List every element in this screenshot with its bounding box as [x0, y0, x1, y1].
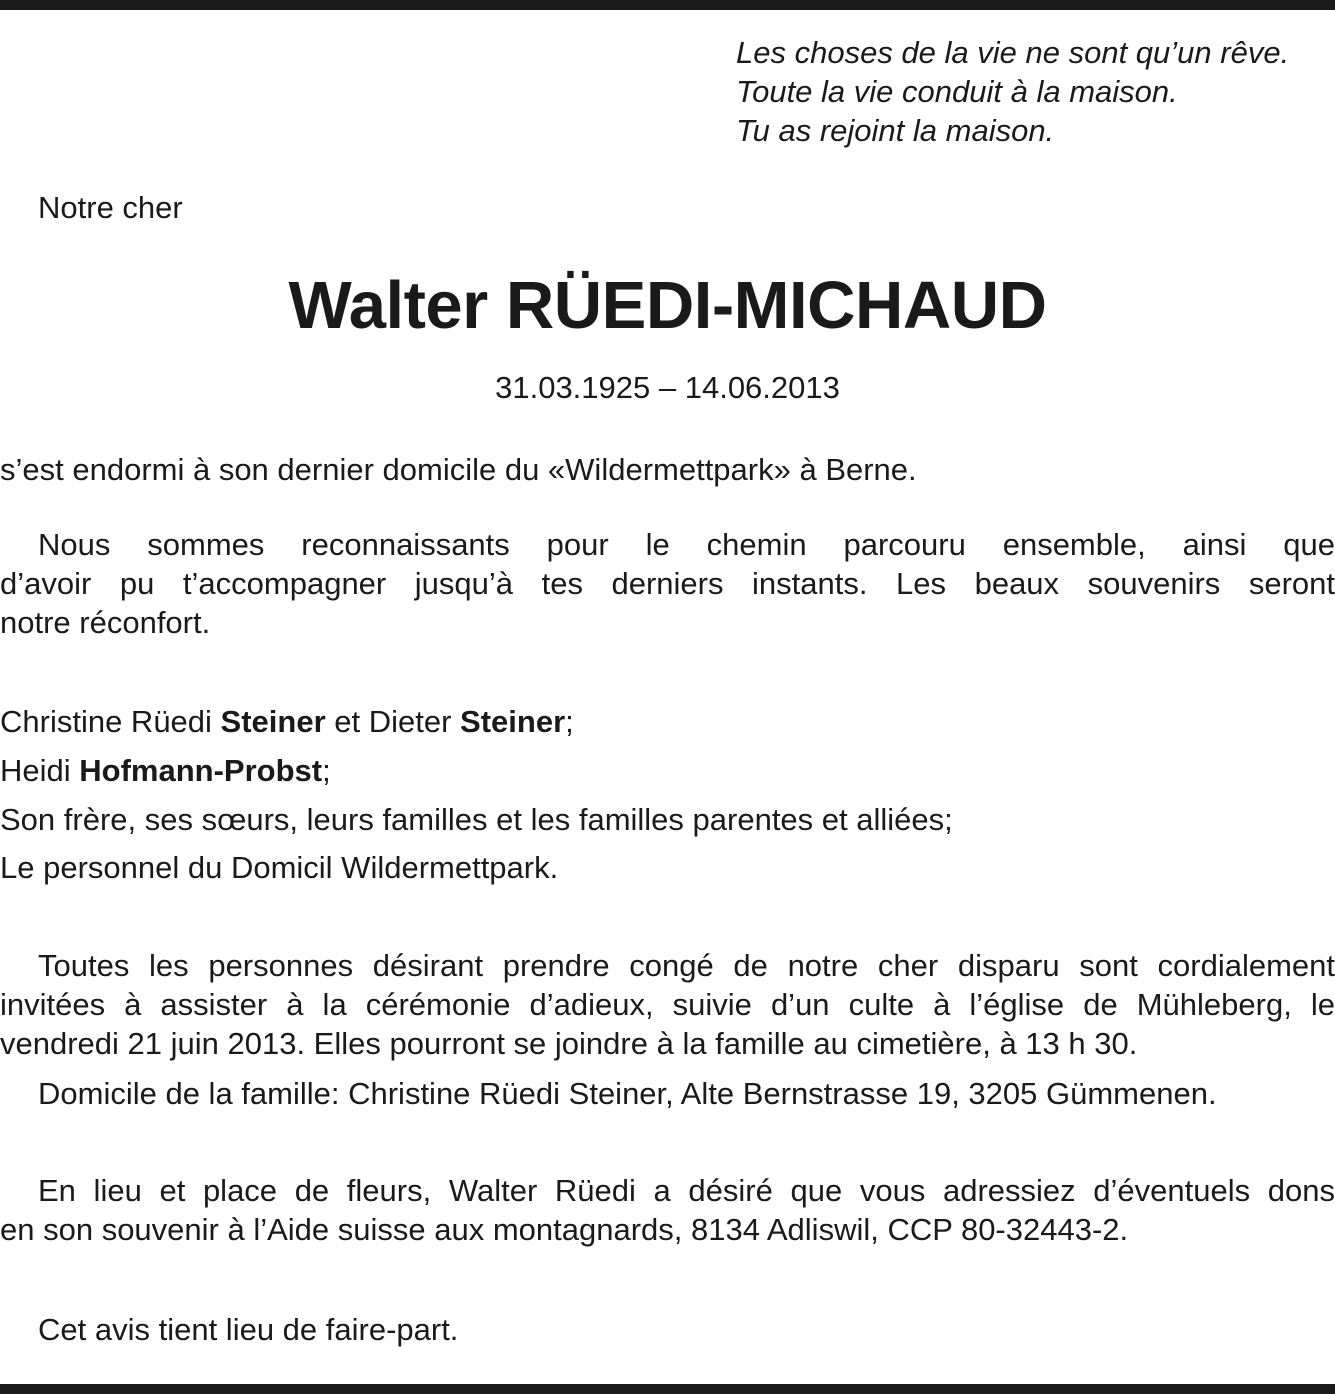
- mourner-line: [0, 702, 574, 742]
- deceased-name: Walter RÜEDI-MICHAUD: [288, 268, 1047, 343]
- ceremony-line: invitées à assister à la cérémonie d’adieux, suivie d’un culte à l’église de Mühleberg, le: [0, 987, 1335, 1022]
- mourner-line: [0, 751, 331, 791]
- ceremony-paragraph: [0, 946, 1335, 1063]
- ceremony-line: Toutes les personnes désirant prendre congé de notre cher disparu sont cordialement: [38, 948, 1335, 983]
- mourner-text: ;: [565, 704, 574, 739]
- mourner-text: Christine Rüedi: [0, 704, 221, 739]
- donations-line: en son souvenir à l’Aide suisse aux montagnards, 8134 Adliswil, CCP 80-32443-2.: [0, 1212, 1129, 1247]
- donations-line: En lieu et place de fleurs, Walter Rüedi a désiré que vous adressiez d’éventuels dons: [38, 1173, 1335, 1208]
- bottom-rule: [0, 1384, 1335, 1394]
- gratitude-line: notre réconfort.: [0, 605, 211, 640]
- mourner-surname: Steiner: [220, 704, 326, 739]
- mourner-text: Heidi: [0, 753, 80, 788]
- intro-text: Notre cher: [38, 190, 183, 225]
- mourner-line: Le personnel du Domicil Wildermettpark.: [0, 850, 559, 885]
- top-rule: [0, 0, 1335, 10]
- closing-note: Cet avis tient lieu de faire-part.: [38, 1312, 459, 1347]
- mourner-surname: Hofmann-Probst: [79, 753, 323, 788]
- life-dates: 31.03.1925 – 14.06.2013: [495, 370, 840, 405]
- mourner-surname: Steiner: [460, 704, 566, 739]
- epigraph-poem: [736, 33, 1326, 150]
- announcement-text: s’est endormi à son dernier domicile du «Wildermettpark» à Berne.: [0, 452, 917, 487]
- gratitude-line: d’avoir pu t’accompagner jusqu’à tes derniers instants. Les beaux souvenirs seront: [0, 566, 1335, 601]
- mourner-line: Son frère, ses sœurs, leurs familles et les familles parentes et alliées;: [0, 802, 953, 837]
- ceremony-line: vendredi 21 juin 2013. Elles pourront se joindre à la famille au cimetière, à 13 h 30.: [0, 1026, 1138, 1061]
- mourner-text: et Dieter: [325, 704, 461, 739]
- poem-line: Tu as rejoint la maison.: [736, 113, 1055, 148]
- gratitude-paragraph: [0, 525, 1335, 642]
- donations-paragraph: [0, 1171, 1335, 1249]
- poem-line: Les choses de la vie ne sont qu’un rêve.: [736, 35, 1290, 70]
- gratitude-line: Nous sommes reconnaissants pour le chemin parcouru ensemble, ainsi que: [38, 527, 1335, 562]
- poem-line: Toute la vie conduit à la maison.: [736, 74, 1178, 109]
- family-domicile: Domicile de la famille: Christine Rüedi Steiner, Alte Bernstrasse 19, 3205 Gümmenen.: [38, 1076, 1217, 1111]
- mourner-text: ;: [322, 753, 331, 788]
